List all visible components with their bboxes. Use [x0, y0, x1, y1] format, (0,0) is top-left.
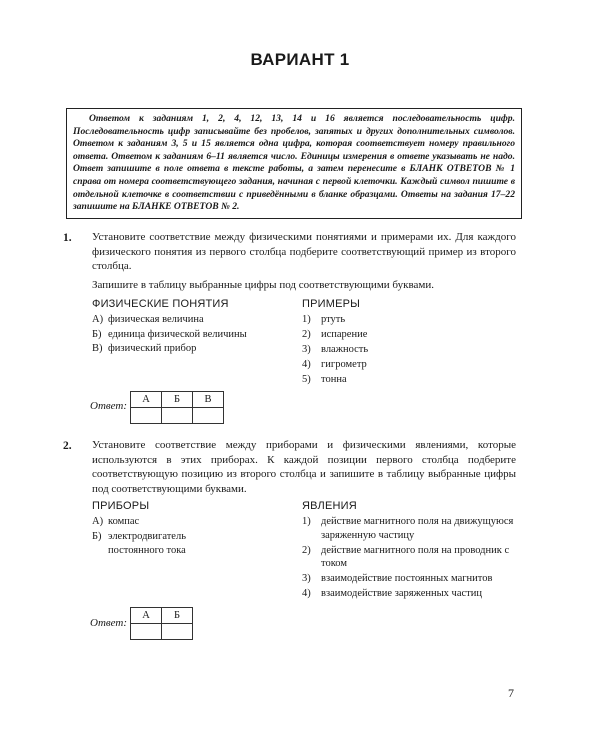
- answer-header-cell: В: [193, 392, 224, 408]
- item-label: 1): [302, 516, 311, 527]
- item-text: тонна: [321, 374, 347, 385]
- item-label: 2): [302, 544, 311, 556]
- list-item: [302, 343, 512, 357]
- item-text: взаимодействие постоянных магнитов: [321, 573, 493, 584]
- item-label: 5): [302, 374, 311, 385]
- task2-number: 2.: [63, 440, 72, 452]
- item-text: ртуть: [321, 314, 346, 325]
- item-label: 3): [302, 344, 311, 355]
- answer-input-cell[interactable]: [162, 624, 193, 640]
- item-text: гигрометр: [321, 359, 367, 370]
- task2-left-list: [92, 515, 282, 559]
- task2-right-list: [302, 515, 522, 602]
- answer-input-cell[interactable]: [162, 408, 193, 424]
- task2-answer-table: [130, 607, 193, 640]
- item-label: Б): [92, 530, 102, 542]
- item-text: компас: [108, 516, 140, 527]
- item-text: влажность: [321, 344, 369, 355]
- task1-text: Установите соответствие между физическими понятиями и примерами их. Для каждого физического понятия из первого столбца подберите соответствующий пример из второго столбца.: [92, 231, 516, 272]
- item-text: действие магнитного поля на проводник с током: [321, 544, 510, 569]
- item-label: 4): [302, 588, 311, 599]
- answer-header-cell: А: [131, 608, 162, 624]
- item-label: 3): [302, 573, 311, 584]
- task1-answer-table: [130, 391, 224, 424]
- answer-header-cell: Б: [162, 392, 193, 408]
- item-text: электродвигатель постоянного тока: [108, 530, 186, 556]
- item-text: испарение: [321, 329, 368, 340]
- task1-right-header: ПРИМЕРЫ: [302, 298, 361, 310]
- item-text: действие магнитного поля на движущуюся заряженную частицу: [321, 516, 514, 541]
- task1-left-list: [92, 313, 292, 357]
- item-label: В): [92, 343, 103, 354]
- task1-left-header: ФИЗИЧЕСКИЕ ПОНЯТИЯ: [92, 298, 229, 310]
- answer-header-cell: Б: [162, 608, 193, 624]
- list-item: [302, 515, 522, 542]
- item-text: физическая величина: [108, 314, 204, 325]
- item-label: 2): [302, 329, 311, 340]
- item-label: А): [92, 314, 104, 325]
- task1-answer-label: Ответ:: [90, 400, 128, 412]
- list-item: [302, 544, 522, 571]
- list-item: [302, 587, 522, 601]
- task2-text: Установите соответствие между приборами и физическими явлениями, которые используются в этих приборах. К каждой позиции первого столбца подберите соответствующую позицию из второго столбца и запишите в таблицу выбранные цифры под соответствующими буквами.: [92, 439, 516, 495]
- list-item: [302, 358, 512, 372]
- item-text: единица физической величины: [108, 328, 247, 340]
- list-item: [302, 328, 512, 342]
- answer-input-cell[interactable]: [193, 408, 224, 424]
- task1-right-list: [302, 313, 512, 388]
- instructions-box: Ответом к заданиям 1, 2, 4, 12, 13, 14 и 16 является последовательность цифр. Последовательность цифр записывайте без пробелов, запятых и других дополнительных символов. Ответом к заданиям 3, 5 и 15 является одна цифра, которая соответствует номеру правильного ответа. Ответом к заданиям 6–11 является число. Единицы измерения в ответе указывать не надо. Ответ запишите в поле ответа в тексте работы, а затем перенесите в БЛАНК ОТВЕТОВ № 1 справа от номера соответствующего задания, начиная с первой клеточки. Каждый символ пишите в отдельной клеточке в соответствии с приведёнными в бланке образцами. Ответы на задания 17–22 запишите на БЛАНКЕ ОТВЕТОВ № 2.: [66, 108, 522, 219]
- item-label: 1): [302, 314, 311, 325]
- item-label: А): [92, 516, 104, 527]
- task2-left-header: ПРИБОРЫ: [92, 500, 150, 512]
- list-item: [92, 328, 292, 343]
- page-title: ВАРИАНТ 1: [250, 50, 350, 69]
- item-label: Б): [92, 328, 102, 340]
- page-number: 7: [508, 686, 514, 700]
- item-text: взаимодействие заряженных частиц: [321, 588, 482, 599]
- list-item: [92, 530, 233, 559]
- list-item: [92, 515, 282, 530]
- item-text: физический прибор: [108, 343, 197, 354]
- list-item: [92, 313, 292, 328]
- task2-answer-label: Ответ:: [90, 617, 128, 629]
- answer-header-cell: А: [131, 392, 162, 408]
- list-item: [302, 313, 512, 327]
- task2-right-header: ЯВЛЕНИЯ: [302, 500, 357, 512]
- list-item: [302, 572, 522, 586]
- task1-instruction: Запишите в таблицу выбранные цифры под соответствующими буквами.: [92, 279, 434, 291]
- answer-input-cell[interactable]: [131, 408, 162, 424]
- task1-number: 1.: [63, 232, 72, 244]
- list-item: [92, 342, 292, 357]
- item-label: 4): [302, 359, 311, 370]
- list-item: [302, 373, 512, 387]
- answer-input-cell[interactable]: [131, 624, 162, 640]
